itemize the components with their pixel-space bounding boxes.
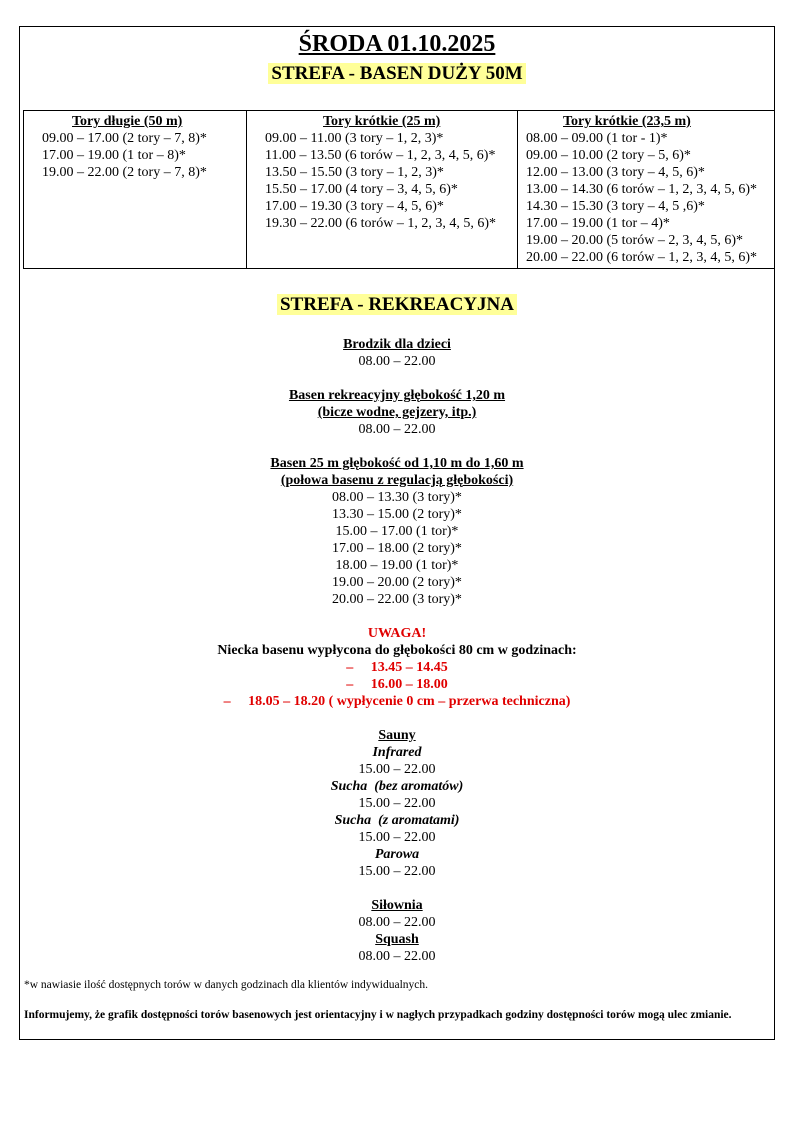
kids-pool-title: Brodzik dla dzieci <box>343 337 451 352</box>
pool25-row: 08.00 – 13.30 (3 tory)* <box>332 490 462 505</box>
gym-title: Siłownia <box>371 898 423 913</box>
lane-row: 17.00 – 19.30 (3 tory – 4, 5, 6)* <box>265 199 444 214</box>
pool25-row: 13.30 – 15.00 (2 tory)* <box>332 507 462 522</box>
lane-row: 19.00 – 22.00 (2 tory – 7, 8)* <box>42 165 207 180</box>
lane-row: 19.30 – 22.00 (6 torów – 1, 2, 3, 4, 5, 6)* <box>265 216 496 231</box>
rec-pool-title: Basen rekreacyjny głębokość 1,20 m <box>288 388 506 403</box>
sauna-name: Infrared <box>372 745 422 760</box>
sauna-hours: 15.00 – 22.00 <box>358 864 436 879</box>
pool25-title: Basen 25 m głębokość od 1,10 m do 1,60 m <box>270 456 524 471</box>
lane-row: 12.00 – 13.00 (3 tory – 4, 5, 6)* <box>526 165 705 180</box>
schedule-frame <box>19 26 775 1040</box>
info-note: Informujemy, że grafik dostępności torów basenowych jest orientacyjny i w nagłych przypadkach godziny dostępności torów mogą ulec zmianie. <box>24 1009 732 1021</box>
squash-hours: 08.00 – 22.00 <box>358 949 436 964</box>
lane-row: 08.00 – 09.00 (1 tor - 1)* <box>526 131 668 146</box>
lane-row: 20.00 – 22.00 (6 torów – 1, 2, 3, 4, 5, 6)* <box>526 250 757 265</box>
sauna-name: Sucha (bez aromatów) <box>330 779 464 794</box>
gym-hours: 08.00 – 22.00 <box>358 915 436 930</box>
warning-time: – 16.00 – 18.00 <box>346 677 448 692</box>
lanes-column-short-25 <box>247 111 518 269</box>
warning-time: – 13.45 – 14.45 <box>346 660 448 675</box>
lane-row: 11.00 – 13.50 (6 torów – 1, 2, 3, 4, 5, 6)* <box>265 148 496 163</box>
rec-pool-hours: 08.00 – 22.00 <box>358 422 436 437</box>
lane-row: 19.00 – 20.00 (5 torów – 2, 3, 4, 5, 6)* <box>526 233 743 248</box>
lane-row: 09.00 – 11.00 (3 tory – 1, 2, 3)* <box>265 131 444 146</box>
lane-row: 09.00 – 17.00 (2 tory – 7, 8)* <box>42 131 207 146</box>
lanes-column-long <box>24 111 247 269</box>
warning-title: UWAGA! <box>367 626 427 641</box>
lane-row: 09.00 – 10.00 (2 tory – 5, 6)* <box>526 148 691 163</box>
pool25-row: 17.00 – 18.00 (2 tory)* <box>332 541 462 556</box>
warning-time: – 18.05 – 18.20 ( wypłycenie 0 cm – przerwa techniczna) <box>223 694 571 709</box>
page-title: ŚRODA 01.10.2025 <box>298 31 496 57</box>
warning-text: Niecka basenu wypłycona do głębokości 80 cm w godzinach: <box>217 643 577 658</box>
footnote: *w nawiasie ilość dostępnych torów w danych godzinach dla klientów indywidualnych. <box>24 979 429 991</box>
column-header: Tory krótkie (23,5 m) <box>563 114 691 129</box>
sauna-hours: 15.00 – 22.00 <box>358 762 436 777</box>
pool25-row: 15.00 – 17.00 (1 tor)* <box>335 524 459 539</box>
pool25-subtitle: (połowa basenu z regulacją głębokości) <box>280 473 514 488</box>
lanes-column-short-23-5 <box>518 111 775 269</box>
pool25-row: 20.00 – 22.00 (3 tory)* <box>332 592 462 607</box>
column-header: Tory krótkie (25 m) <box>323 114 441 129</box>
kids-pool-hours: 08.00 – 22.00 <box>358 354 436 369</box>
zone-recreation-heading: STREFA - REKREACYJNA <box>20 294 774 316</box>
lanes-table <box>23 110 775 269</box>
rec-pool-subtitle: (bicze wodne, gejzery, itp.) <box>317 405 477 420</box>
lane-row: 17.00 – 19.00 (1 tor – 8)* <box>42 148 186 163</box>
sauna-hours: 15.00 – 22.00 <box>358 830 436 845</box>
lane-row: 13.50 – 15.50 (3 tory – 1, 2, 3)* <box>265 165 444 180</box>
zone-big-pool-heading: STREFA - BASEN DUŻY 50M <box>20 63 774 85</box>
lane-row: 17.00 – 19.00 (1 tor – 4)* <box>526 216 670 231</box>
sauna-name: Parowa <box>374 847 420 862</box>
pool25-row: 18.00 – 19.00 (1 tor)* <box>335 558 459 573</box>
sauna-name: Sucha (z aromatami) <box>334 813 460 828</box>
pool25-row: 19.00 – 20.00 (2 tory)* <box>332 575 462 590</box>
column-header: Tory długie (50 m) <box>72 114 183 129</box>
saunas-title: Sauny <box>378 728 416 743</box>
lane-row: 14.30 – 15.30 (3 tory – 4, 5 ,6)* <box>526 199 705 214</box>
lane-row: 13.00 – 14.30 (6 torów – 1, 2, 3, 4, 5, 6)* <box>526 182 757 197</box>
sauna-hours: 15.00 – 22.00 <box>358 796 436 811</box>
recreation-section <box>20 336 774 965</box>
lane-row: 15.50 – 17.00 (4 tory – 3, 4, 5, 6)* <box>265 182 458 197</box>
squash-title: Squash <box>375 932 419 947</box>
